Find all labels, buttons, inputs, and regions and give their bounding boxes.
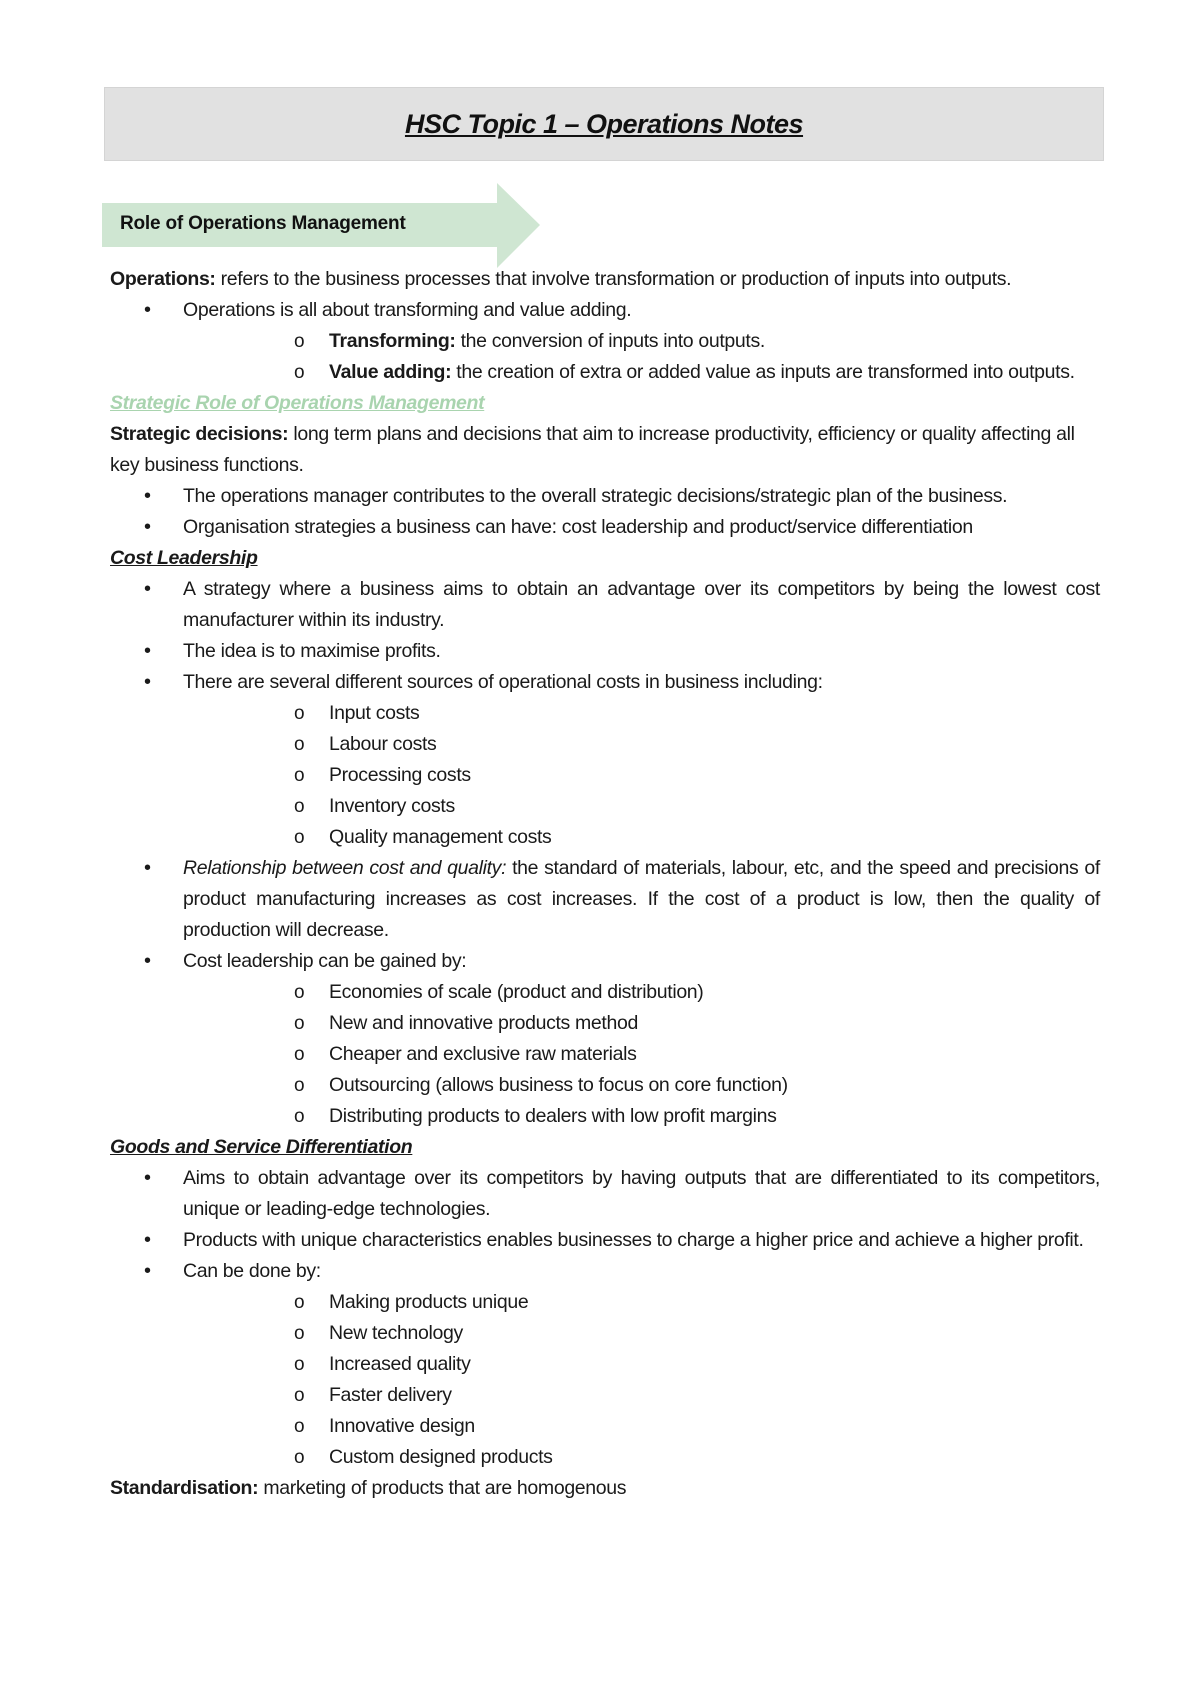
cost-heading: Cost Leadership bbox=[110, 547, 258, 569]
list-item: • The operations manager contributes to the overall strategic decisions/strategic plan of the business. bbox=[110, 481, 1100, 512]
list-item bbox=[183, 357, 1100, 388]
transforming-def: the conversion of inputs into outputs. bbox=[455, 330, 765, 352]
cost-gained-intro: Cost leadership can be gained by: bbox=[183, 950, 467, 972]
list-item bbox=[110, 295, 1100, 388]
diff-heading: Goods and Service Differentiation bbox=[110, 1136, 413, 1158]
strategic-def-text: long term plans and decisions that aim to increase productivity, efficiency or quality affecting all key business functions. bbox=[110, 423, 1075, 476]
list-item bbox=[110, 667, 1100, 853]
cost-quality-label: Relationship between cost and quality: bbox=[183, 857, 507, 879]
list-item: o Economies of scale (product and distribution) bbox=[183, 977, 1100, 1008]
operations-list bbox=[110, 295, 1100, 388]
diff-list bbox=[110, 1163, 1100, 1473]
list-item: o New technology bbox=[183, 1318, 1100, 1349]
strategic-list bbox=[110, 481, 1100, 543]
strategic-heading: Strategic Role of Operations Management bbox=[110, 392, 485, 414]
list-item: o Making products unique bbox=[183, 1287, 1100, 1318]
cost-quality-text: the standard of materials, labour, etc, and the speed and precisions of product manufacturing increases as cost increases. If the cost of a product is low, then the quality of production will decrease. bbox=[183, 857, 1100, 941]
list-item: o Input costs bbox=[183, 698, 1100, 729]
transforming-term: Transforming: bbox=[329, 330, 456, 352]
cost-gained-list bbox=[183, 977, 1100, 1132]
diff-ways-list bbox=[183, 1287, 1100, 1473]
operations-def-text: refers to the business processes that involve transformation or production of inputs into outputs. bbox=[215, 268, 1012, 290]
list-item: • Products with unique characteristics enables businesses to charge a higher price and achieve a higher profit. bbox=[110, 1225, 1100, 1256]
list-item: o Distributing products to dealers with low profit margins bbox=[183, 1101, 1100, 1132]
notes-body bbox=[110, 264, 1100, 1504]
page-title: HSC Topic 1 – Operations Notes bbox=[404, 108, 804, 139]
list-item: o Processing costs bbox=[183, 760, 1100, 791]
diff-ways-intro: Can be done by: bbox=[183, 1260, 321, 1282]
list-item: o Increased quality bbox=[183, 1349, 1100, 1380]
title-box bbox=[104, 87, 1104, 161]
value-adding-def: the creation of extra or added value as inputs are transformed into outputs. bbox=[451, 361, 1075, 383]
standardisation-def-text: marketing of products that are homogenous bbox=[258, 1477, 627, 1499]
list-item bbox=[110, 946, 1100, 1132]
cost-sources-list bbox=[183, 698, 1100, 853]
list-item: • A strategy where a business aims to obtain an advantage over its competitors by being the lowest cost manufacturer within its industry. bbox=[110, 574, 1100, 636]
strategic-definition bbox=[110, 419, 1100, 481]
list-item: • The idea is to maximise profits. bbox=[110, 636, 1100, 667]
strategic-term: Strategic decisions: bbox=[110, 423, 289, 445]
list-item: o Innovative design bbox=[183, 1411, 1100, 1442]
list-item: o New and innovative products method bbox=[183, 1008, 1100, 1039]
list-item: • Aims to obtain advantage over its competitors by having outputs that are differentiated to its competitors, unique or leading-edge technologies. bbox=[110, 1163, 1100, 1225]
operations-bullet-text: Operations is all about transforming and value adding. bbox=[183, 299, 632, 321]
operations-definition bbox=[110, 264, 1100, 295]
list-item: o Labour costs bbox=[183, 729, 1100, 760]
cost-sources-intro: There are several different sources of operational costs in business including: bbox=[183, 671, 823, 693]
list-item: o Outsourcing (allows business to focus on core function) bbox=[183, 1070, 1100, 1101]
list-item bbox=[183, 326, 1100, 357]
cost-list bbox=[110, 574, 1100, 1132]
list-item bbox=[110, 853, 1100, 946]
list-item bbox=[110, 1256, 1100, 1473]
banner-label: Role of Operations Management bbox=[120, 213, 406, 234]
list-item: o Cheaper and exclusive raw materials bbox=[183, 1039, 1100, 1070]
standardisation-definition bbox=[110, 1473, 1100, 1504]
list-item: o Faster delivery bbox=[183, 1380, 1100, 1411]
value-adding-term: Value adding: bbox=[329, 361, 452, 383]
list-item: o Custom designed products bbox=[183, 1442, 1100, 1473]
list-item: o Quality management costs bbox=[183, 822, 1100, 853]
standardisation-term: Standardisation: bbox=[110, 1477, 259, 1499]
list-item: • Organisation strategies a business can have: cost leadership and product/service differentiation bbox=[110, 512, 1100, 543]
operations-sublist bbox=[183, 326, 1100, 388]
operations-term: Operations: bbox=[110, 268, 216, 290]
list-item: o Inventory costs bbox=[183, 791, 1100, 822]
